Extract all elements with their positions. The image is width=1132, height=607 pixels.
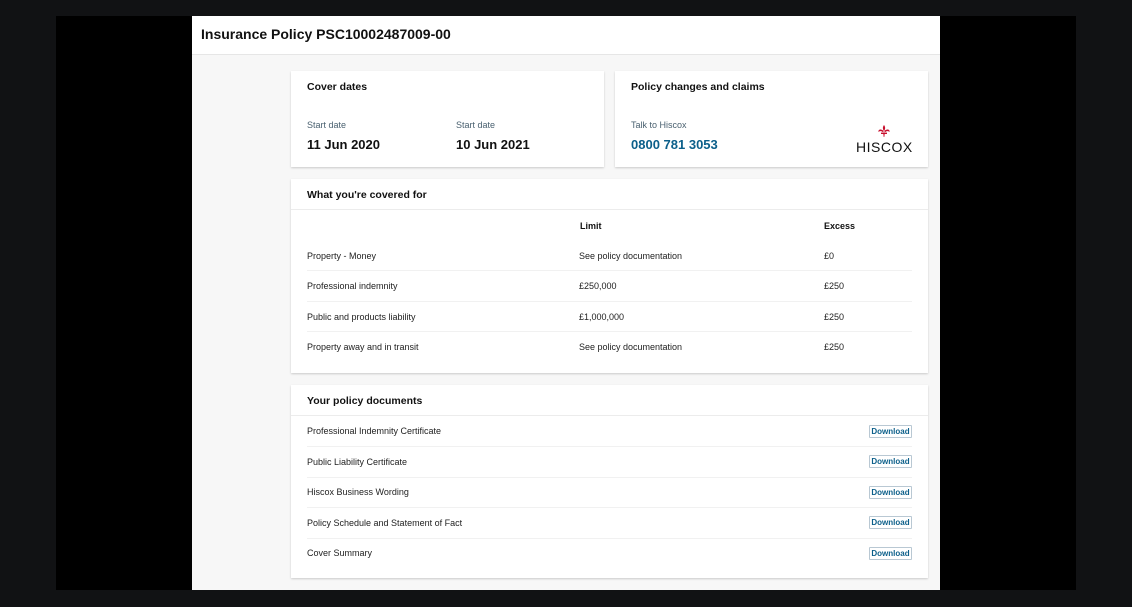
document-name: Hiscox Business Wording xyxy=(307,487,409,497)
document-name: Cover Summary xyxy=(307,548,373,558)
limit-header: Limit xyxy=(580,221,602,231)
cover-excess: £0 xyxy=(824,251,835,261)
policy-changes-card xyxy=(615,71,928,167)
start-date-value: 11 Jun 2020 xyxy=(307,137,380,152)
download-button[interactable]: Download xyxy=(869,455,912,468)
documents-title: Your policy documents xyxy=(307,395,423,407)
contact-label: Talk to Hiscox xyxy=(631,120,687,130)
row-divider xyxy=(307,270,912,271)
documents-card xyxy=(291,385,928,578)
excess-header: Excess xyxy=(824,221,856,231)
download-button[interactable]: Download xyxy=(869,516,912,529)
end-date-label: Start date xyxy=(456,120,496,130)
document-name: Public Liability Certificate xyxy=(307,457,408,467)
download-button[interactable]: Download xyxy=(869,425,912,438)
page-title: Insurance Policy PSC10002487009-00 xyxy=(201,26,451,42)
row-divider xyxy=(307,538,912,539)
row-divider xyxy=(307,507,912,508)
cover-excess: £250 xyxy=(824,281,845,291)
row-divider xyxy=(307,301,912,302)
cover-dates-card xyxy=(291,71,604,167)
document-name: Professional Indemnity Certificate xyxy=(307,426,442,436)
coverage-card xyxy=(291,179,928,373)
cover-name: Professional indemnity xyxy=(307,281,398,291)
cover-excess: £250 xyxy=(824,312,845,322)
hiscox-logo-text: HISCOX xyxy=(856,139,913,155)
end-date-value: 10 Jun 2021 xyxy=(456,137,530,152)
cover-limit: £1,000,000 xyxy=(579,312,625,322)
page-header xyxy=(192,16,940,55)
cover-excess: £250 xyxy=(824,342,845,352)
documents-divider xyxy=(291,415,928,416)
row-divider xyxy=(307,477,912,478)
row-divider xyxy=(307,331,912,332)
coverage-divider xyxy=(291,209,928,210)
cover-limit: See policy documentation xyxy=(579,251,683,261)
row-divider xyxy=(307,446,912,447)
download-button[interactable]: Download xyxy=(869,486,912,499)
document-name: Policy Schedule and Statement of Fact xyxy=(307,518,463,528)
coverage-title: What you're covered for xyxy=(307,189,427,201)
policy-changes-title: Policy changes and claims xyxy=(631,81,765,93)
cover-limit: See policy documentation xyxy=(579,342,683,352)
cover-name: Property - Money xyxy=(307,251,377,261)
start-date-label: Start date xyxy=(307,120,347,130)
cover-dates-title: Cover dates xyxy=(307,81,368,93)
fleur-de-lis-icon xyxy=(877,125,891,137)
cover-limit: £250,000 xyxy=(579,281,617,291)
phone-link[interactable]: 0800 781 3053 xyxy=(631,137,718,152)
policy-page xyxy=(192,16,940,590)
hiscox-logo xyxy=(856,125,913,155)
download-button[interactable]: Download xyxy=(869,547,912,560)
cover-name: Public and products liability xyxy=(307,312,416,322)
cover-name: Property away and in transit xyxy=(307,342,419,352)
